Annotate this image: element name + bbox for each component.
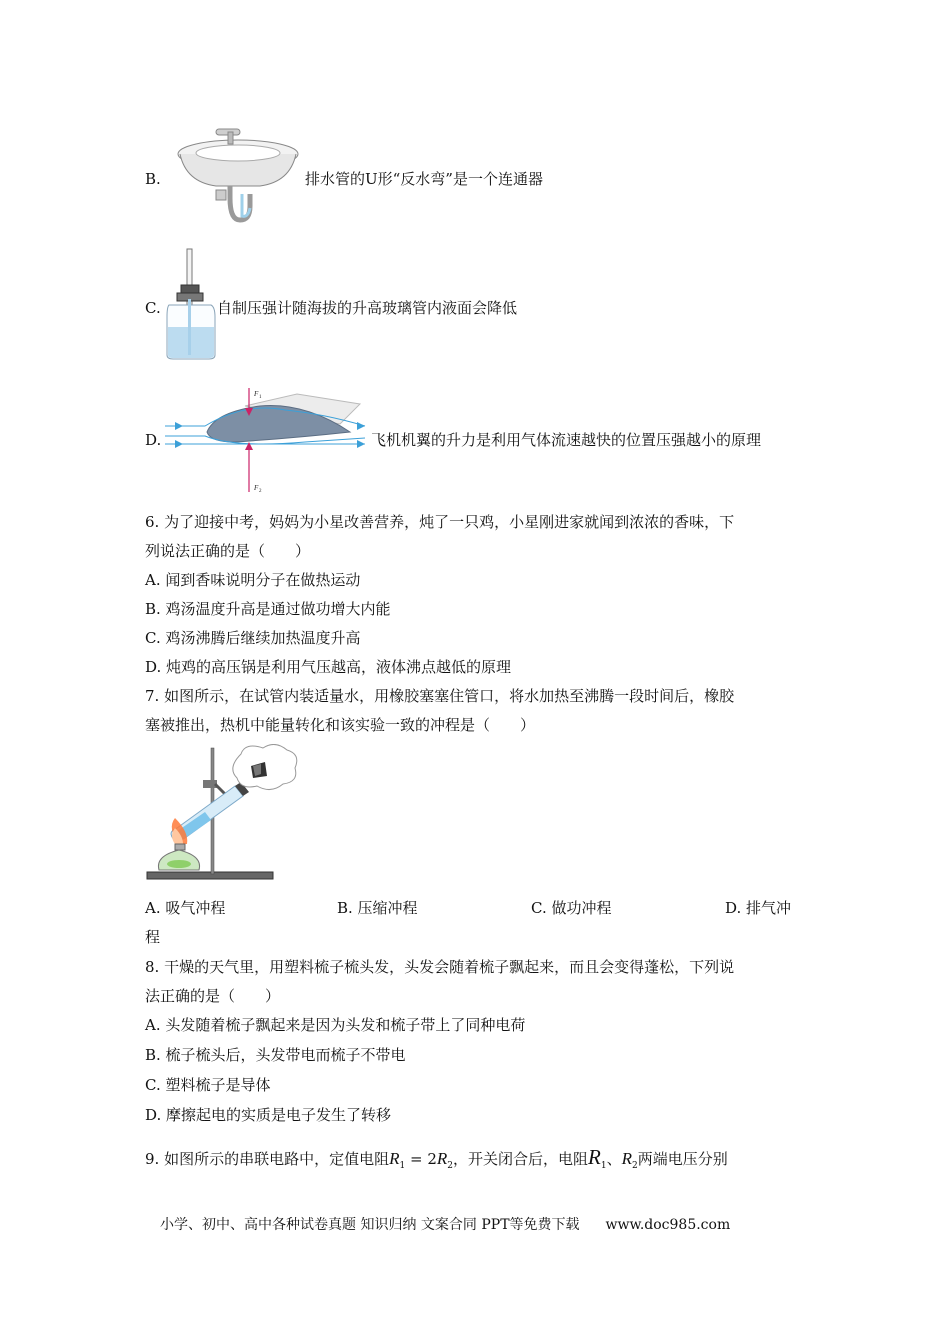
airplane-wing-figure [165, 384, 370, 496]
q9-r2b-symbol: R [621, 1149, 632, 1168]
q6-option-a: A. 闻到香味说明分子在做热运动 [145, 571, 361, 589]
q9-mid: ，开关闭合后，电阻 [453, 1150, 589, 1168]
option-d-text: 飞机机翼的升力是利用气体流速越快的位置压强越小的原理 [371, 431, 762, 449]
q9-suffix: 两端电压分别 [637, 1150, 728, 1168]
q6-stem-line1: 6. 为了迎接中考，妈妈为小星改善营养，炖了一只鸡，小星刚进家就闻到浓浓的香味，下 [145, 513, 735, 531]
option-d-label: D. [145, 431, 162, 449]
test-tube-experiment-figure [145, 744, 300, 882]
sink-figure [176, 124, 301, 230]
barometer-bottle-figure [163, 247, 218, 362]
footer-url[interactable]: www.doc985.com [605, 1217, 731, 1233]
q8-option-a: A. 头发随着梳子飘起来是因为头发和梳子带上了同种电荷 [145, 1016, 526, 1034]
force-f1-label: F [254, 390, 259, 398]
q7-stem-line1: 7. 如图所示，在试管内装适量水，用橡胶塞塞住管口，将水加热至沸腾一段时间后，橡胶 [145, 687, 735, 705]
q9-r2-symbol: R [436, 1149, 448, 1168]
force-f2-label: F [254, 484, 259, 492]
option-b-text: 排水管的U形“反水弯”是一个连通器 [305, 170, 543, 188]
q8-option-d: D. 摩擦起电的实质是电子发生了转移 [145, 1106, 392, 1124]
q9-prefix: 9. 如图所示的串联电路中，定值电阻 [145, 1150, 390, 1168]
q8-stem-line2: 法正确的是（ ） [145, 987, 281, 1005]
q7-stem-line2: 塞被推出，热机中能量转化和该实验一致的冲程是（ ） [145, 716, 536, 734]
q9-r1b-sub: 1 [600, 1161, 607, 1171]
q9-r1b-symbol: R [588, 1145, 601, 1169]
q6-stem-line2: 列说法正确的是（ ） [145, 542, 311, 560]
page-footer [160, 1214, 730, 1234]
q9-r2b-sub: 2 [631, 1161, 638, 1171]
q9-r1-sub: 1 [399, 1161, 406, 1171]
q9-equation: = 2 [405, 1150, 437, 1168]
q8-option-b: B. 梳子梳头后，头发带电而梳子不带电 [145, 1046, 406, 1064]
q7-option-d-wrap: 程 [145, 928, 161, 946]
force-f1-sub: 1 [259, 395, 262, 400]
q7-option-d: D. 排气冲 [725, 899, 792, 917]
option-c-text: 自制压强计随海拔的升高玻璃管内液面会降低 [217, 299, 518, 317]
q8-stem-line1: 8. 干燥的天气里，用塑料梳子梳头发，头发会随着梳子飘起来，而且会变得蓬松，下列说 [145, 958, 735, 976]
q8-option-c: C. 塑料梳子是导体 [145, 1076, 271, 1094]
q7-option-c: C. 做功冲程 [531, 899, 612, 917]
q6-option-b: B. 鸡汤温度升高是通过做功增大内能 [145, 600, 391, 618]
option-b-label: B. [145, 170, 161, 188]
q7-option-b: B. 压缩冲程 [337, 899, 418, 917]
q9-sep: 、 [606, 1150, 622, 1168]
q6-option-c: C. 鸡汤沸腾后继续加热温度升高 [145, 629, 361, 647]
q9-stem [145, 1146, 728, 1177]
q9-r1-symbol: R [389, 1149, 400, 1168]
option-c-label: C. [145, 299, 161, 317]
force-f2-sub: 2 [259, 489, 262, 494]
q9-r2-sub: 2 [447, 1161, 453, 1171]
q7-option-a: A. 吸气冲程 [145, 899, 226, 917]
q6-option-d: D. 炖鸡的高压锅是利用气压越高，液体沸点越低的原理 [145, 658, 512, 676]
footer-text: 小学、初中、高中各种试卷真题 知识归纳 文案合同 PPT等免费下载 [160, 1217, 580, 1233]
